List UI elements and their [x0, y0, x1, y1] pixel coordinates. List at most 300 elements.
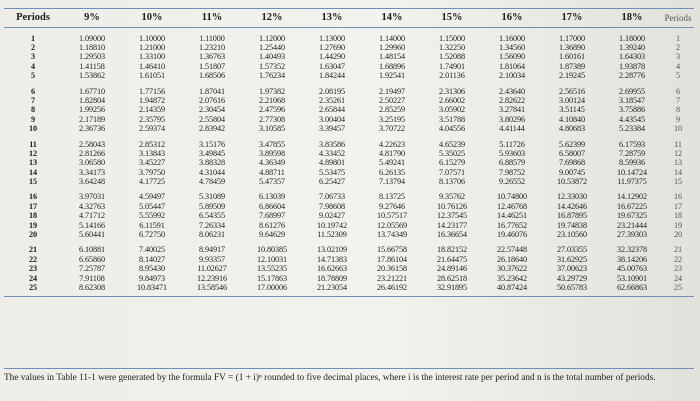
factor-cell: 8.95430 [139, 264, 165, 274]
table-row [4, 34, 694, 43]
factor-cell: 1.13000 [319, 33, 345, 43]
factor-cell: 27.39303 [617, 230, 647, 240]
factor-cell: 5.05447 [139, 201, 165, 211]
factor-cell: 3.25195 [379, 114, 405, 124]
factor-cell: 4.36349 [259, 158, 285, 168]
period-label: 7 [31, 95, 35, 105]
factor-cell: 3.18547 [619, 95, 645, 105]
factor-cell: 1.16000 [499, 33, 525, 43]
header-rate: 15% [422, 9, 482, 28]
factor-cell: 10.19742 [317, 220, 347, 230]
factor-cell: 7.68997 [259, 211, 285, 221]
factor-cell: 8.61276 [259, 220, 285, 230]
period-label: 4 [31, 61, 35, 71]
factor-cell: 37.00623 [557, 264, 587, 274]
period-label-right: 18 [674, 211, 682, 221]
table-row [4, 62, 694, 71]
factor-cell: 1.12000 [259, 33, 285, 43]
factor-cell: 10.57517 [377, 211, 407, 221]
factor-cell: 19.74838 [557, 220, 587, 230]
period-label-right: 24 [674, 273, 682, 283]
factor-cell: 4.31044 [199, 167, 225, 177]
factor-cell: 16.87895 [557, 211, 587, 221]
factor-cell: 40.87424 [497, 282, 527, 292]
factor-cell: 2.85312 [139, 139, 165, 149]
header-rate: 13% [302, 9, 362, 28]
table-row [4, 168, 694, 177]
factor-cell: 14.42646 [557, 201, 587, 211]
header-periods-left: Periods [4, 9, 62, 28]
factor-cell: 1.77156 [139, 86, 165, 96]
factor-cell: 3.00404 [319, 114, 345, 124]
factor-cell: 12.10031 [257, 254, 287, 264]
factor-cell: 22.57448 [497, 245, 527, 255]
factor-cell: 1.99256 [79, 105, 105, 115]
factor-cell: 23.21444 [617, 220, 647, 230]
factor-cell: 21.64475 [437, 254, 467, 264]
table-row [4, 230, 694, 239]
table-row [4, 140, 694, 149]
factor-cell: 13.74349 [377, 230, 407, 240]
factor-cell: 1.14000 [379, 33, 405, 43]
factor-cell: 5.55992 [139, 211, 165, 221]
table-row [4, 125, 694, 134]
factor-cell: 4.89801 [319, 158, 345, 168]
header-rate: 10% [122, 9, 182, 28]
factor-cell: 8.06231 [199, 230, 225, 240]
factor-cell: 1.09000 [79, 33, 105, 43]
factor-cell: 5.47357 [259, 177, 285, 187]
factor-cell: 1.18810 [79, 42, 105, 52]
factor-cell: 1.33100 [139, 52, 165, 62]
factor-cell: 2.69955 [619, 86, 645, 96]
period-label-right: 8 [676, 105, 680, 115]
factor-cell: 1.61051 [139, 71, 165, 81]
period-label: 1 [31, 33, 35, 43]
factor-cell: 14.71383 [317, 254, 347, 264]
factor-cell: 3.00124 [559, 95, 585, 105]
factor-cell: 4.81790 [379, 148, 405, 158]
factor-cell: 2.21068 [259, 95, 285, 105]
factor-cell: 3.49845 [199, 148, 225, 158]
table-row [4, 115, 694, 124]
factor-cell: 1.93878 [619, 61, 645, 71]
factor-cell: 6.17593 [619, 139, 645, 149]
period-label: 11 [29, 139, 37, 149]
factor-cell: 3.64248 [79, 177, 105, 187]
table-row [4, 283, 694, 292]
factor-cell: 5.14166 [79, 220, 105, 230]
period-label-right: 1 [676, 33, 680, 43]
factor-cell: 8.13725 [379, 192, 405, 202]
factor-cell: 1.68896 [379, 61, 405, 71]
factor-cell: 3.05902 [439, 105, 465, 115]
factor-cell: 7.28759 [619, 148, 645, 158]
factor-cell: 1.87041 [199, 86, 225, 96]
factor-cell: 3.13843 [139, 148, 165, 158]
factor-cell: 3.45227 [139, 158, 165, 168]
factor-cell: 1.17000 [559, 33, 585, 43]
factor-cell: 9.27646 [379, 201, 405, 211]
factor-cell: 1.57352 [259, 61, 285, 71]
factor-cell: 1.32250 [439, 42, 465, 52]
factor-cell: 1.29503 [79, 52, 105, 62]
factor-cell: 1.23210 [199, 42, 225, 52]
factor-cell: 43.29729 [557, 273, 587, 283]
factor-cell: 5.93603 [499, 148, 525, 158]
factor-cell: 3.34173 [79, 167, 105, 177]
period-label-right: 17 [674, 201, 682, 211]
factor-cell: 2.82622 [499, 95, 525, 105]
factor-cell: 1.44290 [319, 52, 345, 62]
period-label-right: 16 [674, 192, 682, 202]
table-row [4, 193, 694, 202]
factor-cell: 5.49241 [379, 158, 405, 168]
factor-cell: 3.88328 [199, 158, 225, 168]
table-body [4, 28, 694, 297]
period-label-right: 10 [674, 124, 682, 134]
factor-cell: 4.71712 [79, 211, 105, 221]
factor-cell: 10.14724 [617, 167, 647, 177]
period-label: 6 [31, 86, 35, 96]
header-row [4, 9, 694, 28]
factor-cell: 4.32763 [79, 201, 105, 211]
factor-cell: 14.23177 [437, 220, 467, 230]
factor-cell: 11.97375 [617, 177, 647, 187]
factor-cell: 1.64303 [619, 52, 645, 62]
factor-cell: 20.36158 [377, 264, 407, 274]
factor-cell: 7.40025 [139, 245, 165, 255]
period-label: 15 [29, 177, 37, 187]
period-label: 9 [31, 114, 35, 124]
period-label: 17 [29, 201, 37, 211]
header-rate: 17% [542, 9, 602, 28]
period-label: 3 [31, 52, 35, 62]
factor-cell: 1.53862 [79, 71, 105, 81]
factor-cell: 7.25787 [79, 264, 105, 274]
factor-cell: 10.53872 [557, 177, 587, 187]
factor-cell: 5.89509 [199, 201, 225, 211]
factor-cell: 2.36736 [79, 124, 105, 134]
factor-cell: 8.94917 [199, 245, 225, 255]
factor-cell: 1.25440 [259, 42, 285, 52]
period-label: 2 [31, 42, 35, 52]
factor-cell: 9.84973 [139, 273, 165, 283]
factor-cell: 2.35795 [139, 114, 165, 124]
factor-cell: 3.83586 [319, 139, 345, 149]
factor-cell: 16.62663 [317, 264, 347, 274]
factor-cell: 3.27841 [499, 105, 525, 115]
factor-cell: 2.35261 [319, 95, 345, 105]
factor-cell: 3.39457 [319, 124, 345, 134]
factor-cell: 1.74901 [439, 61, 465, 71]
table-row [4, 87, 694, 96]
table-row [4, 212, 694, 221]
factor-cell: 26.46192 [377, 282, 407, 292]
table-row [4, 265, 694, 274]
factor-cell: 6.65860 [79, 254, 105, 264]
factor-cell: 2.08195 [319, 86, 345, 96]
factor-cell: 1.52088 [439, 52, 465, 62]
factor-cell: 3.15176 [199, 139, 225, 149]
table-bottom-rule [4, 293, 694, 297]
factor-cell: 5.62399 [559, 139, 585, 149]
factor-cell: 2.19497 [379, 86, 405, 96]
period-label: 19 [29, 220, 37, 230]
factor-cell: 26.18640 [497, 254, 527, 264]
factor-cell: 2.43640 [499, 86, 525, 96]
table-row [4, 255, 694, 264]
factor-cell: 13.58546 [197, 282, 227, 292]
factor-cell: 3.47855 [259, 139, 285, 149]
factor-cell: 2.50227 [379, 95, 405, 105]
factor-cell: 2.07616 [199, 95, 225, 105]
period-label-right: 2 [676, 42, 680, 52]
factor-cell: 32.91895 [437, 282, 467, 292]
period-label-right: 12 [674, 148, 682, 158]
factor-cell: 1.40493 [259, 52, 285, 62]
factor-cell: 35.23642 [497, 273, 527, 283]
factor-cell: 6.54355 [199, 211, 225, 221]
factor-cell: 15.66758 [377, 245, 407, 255]
factor-cell: 2.81266 [79, 148, 105, 158]
table-row [4, 149, 694, 158]
factor-cell: 1.48154 [379, 52, 405, 62]
factor-cell: 2.77308 [259, 114, 285, 124]
factor-cell: 1.11000 [199, 33, 225, 43]
factor-cell: 32.32378 [617, 245, 647, 255]
factor-cell: 3.75886 [619, 105, 645, 115]
table-row [4, 96, 694, 105]
factor-cell: 6.86604 [259, 201, 285, 211]
factor-cell: 1.82804 [79, 95, 105, 105]
factor-cell: 1.46410 [139, 61, 165, 71]
period-label: 13 [29, 158, 37, 168]
factor-cell: 1.97382 [259, 86, 285, 96]
factor-cell: 4.41144 [499, 124, 525, 134]
factor-cell: 23.21221 [377, 273, 407, 283]
period-label-right: 11 [674, 139, 682, 149]
table-row [4, 177, 694, 186]
factor-cell: 16.67225 [617, 201, 647, 211]
period-label: 12 [29, 148, 37, 158]
factor-cell: 1.84244 [319, 71, 345, 81]
factor-cell: 2.66002 [439, 95, 465, 105]
period-label-right: 21 [674, 245, 682, 255]
compound-interest-table [4, 8, 694, 297]
factor-cell: 2.28776 [619, 71, 645, 81]
header-rate: 11% [182, 9, 242, 28]
period-label: 8 [31, 105, 35, 115]
factor-cell: 1.67710 [79, 86, 105, 96]
factor-cell: 4.65239 [439, 139, 465, 149]
factor-cell: 7.69868 [559, 158, 585, 168]
factor-cell: 27.03355 [557, 245, 587, 255]
factor-cell: 10.83471 [137, 282, 167, 292]
factor-cell: 6.11591 [139, 220, 165, 230]
header-rate: 12% [242, 9, 302, 28]
period-label-right: 23 [674, 264, 682, 274]
factor-cell: 4.33452 [319, 148, 345, 158]
factor-cell: 9.00745 [559, 167, 585, 177]
factor-cell: 2.47596 [259, 105, 285, 115]
factor-cell: 7.13794 [379, 177, 405, 187]
factor-cell: 6.15279 [439, 158, 465, 168]
factor-cell: 3.06580 [79, 158, 105, 168]
table-row [4, 246, 694, 255]
factor-cell: 1.63047 [319, 61, 345, 71]
factor-cell: 3.51145 [559, 105, 585, 115]
factor-cell: 23.10560 [557, 230, 587, 240]
factor-cell: 15.17863 [257, 273, 287, 283]
factor-cell: 1.87389 [559, 61, 585, 71]
factor-cell: 3.79750 [139, 167, 165, 177]
factor-cell: 3.10585 [259, 124, 285, 134]
factor-cell: 2.17189 [79, 114, 105, 124]
period-label-right: 20 [674, 230, 682, 240]
factor-cell: 1.36890 [559, 42, 585, 52]
factor-cell: 8.13706 [439, 177, 465, 187]
factor-cell: 1.34560 [499, 42, 525, 52]
factor-cell: 13.55235 [257, 264, 287, 274]
period-label-right: 19 [674, 220, 682, 230]
factor-cell: 10.76126 [437, 201, 467, 211]
factor-cell: 1.68506 [199, 71, 225, 81]
factor-cell: 7.91108 [79, 273, 105, 283]
factor-cell: 1.39240 [619, 42, 645, 52]
factor-cell: 5.53475 [319, 167, 345, 177]
factor-cell: 38.14206 [617, 254, 647, 264]
factor-cell: 6.25427 [319, 177, 345, 187]
factor-cell: 12.37545 [437, 211, 467, 221]
factor-cell: 1.15000 [439, 33, 465, 43]
factor-cell: 12.23916 [197, 273, 227, 283]
factor-cell: 17.00006 [257, 282, 287, 292]
factor-cell: 1.76234 [259, 71, 285, 81]
factor-cell: 7.26334 [199, 220, 225, 230]
factor-cell: 10.74800 [497, 192, 527, 202]
factor-cell: 9.64629 [259, 230, 285, 240]
period-label-right: 22 [674, 254, 682, 264]
factor-cell: 4.10840 [559, 114, 585, 124]
factor-cell: 1.94872 [139, 95, 165, 105]
period-label-right: 9 [676, 114, 680, 124]
factor-cell: 1.27690 [319, 42, 345, 52]
factor-cell: 4.17725 [139, 177, 165, 187]
factor-cell: 16.77652 [497, 220, 527, 230]
table-row [4, 43, 694, 52]
period-label-right: 25 [674, 282, 682, 292]
factor-cell: 12.46768 [497, 201, 527, 211]
factor-cell: 50.65783 [557, 282, 587, 292]
factor-cell: 1.10000 [139, 33, 165, 43]
factor-cell: 1.29960 [379, 42, 405, 52]
table-caption: The values in Table 11-1 were generated by the formula FV = (1 + i)ⁿ rounded to five decimal places, where i is the interest rate per period and n is the total number of periods. [4, 368, 694, 384]
factor-cell: 4.04556 [439, 124, 465, 134]
table-row [4, 53, 694, 62]
factor-cell: 3.97031 [79, 192, 105, 202]
factor-cell: 19.67325 [617, 211, 647, 221]
factor-cell: 9.93357 [199, 254, 225, 264]
period-label: 22 [29, 254, 37, 264]
factor-cell: 3.51788 [439, 114, 465, 124]
factor-cell: 4.59497 [139, 192, 165, 202]
factor-cell: 2.85259 [379, 105, 405, 115]
period-label-right: 15 [674, 177, 682, 187]
factor-cell: 6.10881 [79, 245, 105, 255]
factor-cell: 8.59936 [619, 158, 645, 168]
header-periods-right: Periods [662, 9, 694, 28]
factor-cell: 14.46251 [497, 211, 527, 221]
period-label: 24 [29, 273, 37, 283]
factor-cell: 24.89146 [437, 264, 467, 274]
factor-cell: 28.62518 [437, 273, 467, 283]
factor-cell: 2.01136 [439, 71, 465, 81]
factor-cell: 2.59374 [139, 124, 165, 134]
factor-cell: 5.23384 [619, 124, 645, 134]
period-label-right: 14 [674, 167, 682, 177]
table-row [4, 106, 694, 115]
factor-cell: 53.10901 [617, 273, 647, 283]
factor-cell: 19.46076 [497, 230, 527, 240]
factor-cell: 12.05569 [377, 220, 407, 230]
period-label-right: 13 [674, 158, 682, 168]
factor-cell: 3.89598 [259, 148, 285, 158]
factor-cell: 4.80683 [559, 124, 585, 134]
factor-cell: 6.88579 [499, 158, 525, 168]
factor-cell: 13.02109 [317, 245, 347, 255]
factor-cell: 21.23054 [317, 282, 347, 292]
table-row [4, 221, 694, 230]
factor-cell: 18.78809 [317, 273, 347, 283]
factor-cell: 2.31306 [439, 86, 465, 96]
factor-cell: 7.98608 [319, 201, 345, 211]
period-label: 23 [29, 264, 37, 274]
factor-cell: 14.12902 [617, 192, 647, 202]
factor-cell: 3.70722 [379, 124, 405, 134]
factor-cell: 30.37622 [497, 264, 527, 274]
factor-cell: 11.52309 [317, 230, 347, 240]
period-label-right: 5 [676, 71, 680, 81]
period-label: 14 [29, 167, 37, 177]
factor-cell: 16.36654 [437, 230, 467, 240]
period-label-right: 4 [676, 61, 680, 71]
factor-cell: 4.22623 [379, 139, 405, 149]
factor-cell: 18.82152 [437, 245, 467, 255]
factor-cell: 10.80385 [257, 245, 287, 255]
factor-cell: 62.66863 [617, 282, 647, 292]
factor-cell: 8.14027 [139, 254, 165, 264]
factor-cell: 1.36763 [199, 52, 225, 62]
factor-cell: 6.26135 [379, 167, 405, 177]
period-label: 25 [29, 282, 37, 292]
factor-cell: 2.19245 [559, 71, 585, 81]
factor-cell: 7.06733 [319, 192, 345, 202]
period-label: 10 [29, 124, 37, 134]
factor-cell: 9.02427 [319, 211, 345, 221]
factor-cell: 1.92541 [379, 71, 405, 81]
factor-cell: 2.58043 [79, 139, 105, 149]
factor-cell: 6.72750 [139, 230, 165, 240]
period-label-right: 7 [676, 95, 680, 105]
period-label: 21 [29, 245, 37, 255]
factor-cell: 4.78459 [199, 177, 225, 187]
factor-cell: 5.11726 [499, 139, 525, 149]
factor-cell: 5.31089 [199, 192, 225, 202]
factor-cell: 4.43545 [619, 114, 645, 124]
table-row [4, 72, 694, 81]
factor-cell: 1.21000 [139, 42, 165, 52]
